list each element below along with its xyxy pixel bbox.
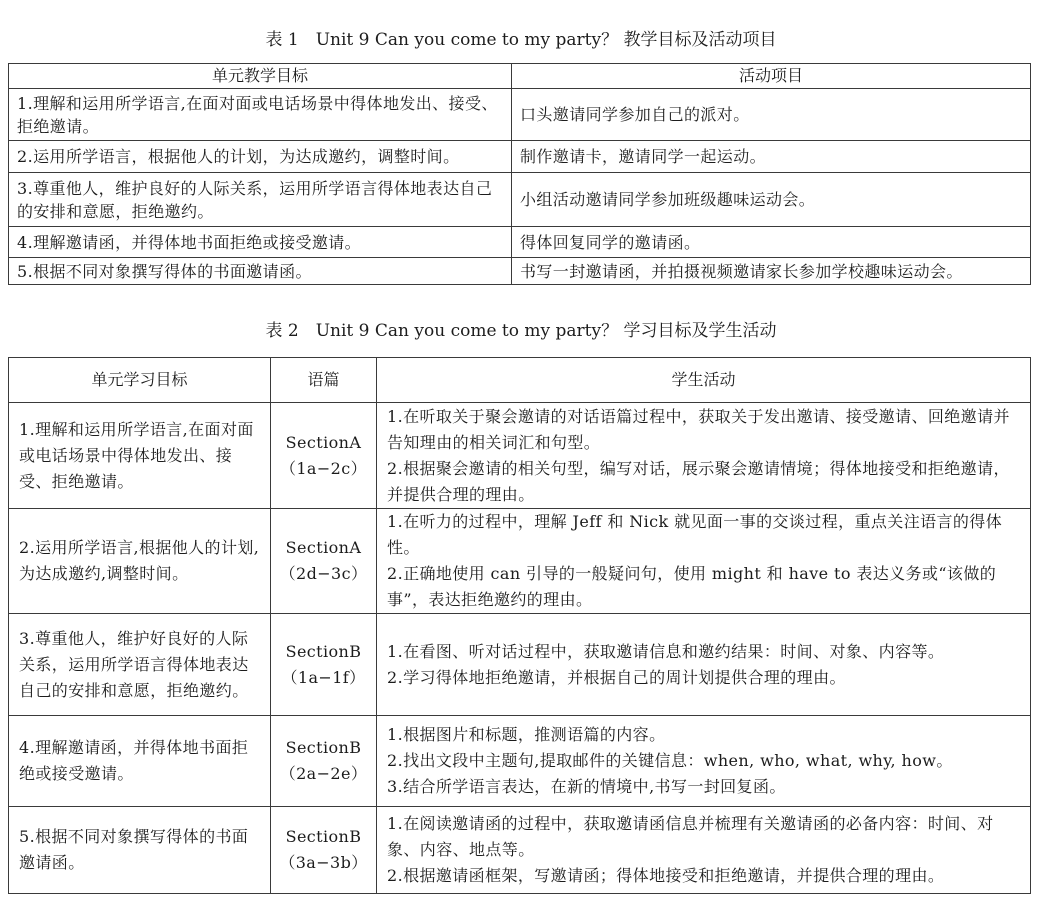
table2-section-cell (271, 509, 377, 614)
table-row (9, 141, 1031, 173)
table-row (9, 509, 1031, 614)
table1-activity-cell: 口头邀请同学参加自己的派对。 (512, 89, 1031, 141)
table2-activity-cell (377, 509, 1031, 614)
activity-item: 3.结合所学语言表达，在新的情境中,书写一封回复函。 (387, 777, 786, 796)
table1-activity-cell: 制作邀请卡，邀请同学一起运动。 (512, 141, 1031, 173)
activity-item: 2.找出文段中主题句,提取邮件的关键信息：when, who, what, why, how。 (387, 751, 953, 770)
table2-goal-cell: 4.理解邀请函，并得体地书面拒绝或接受邀请。 (9, 716, 271, 807)
table1-activity-cell: 书写一封邀请函，并拍摄视频邀请家长参加学校趣味运动会。 (512, 258, 1031, 285)
activity-item: 2.根据聚会邀请的相关句型，编写对话，展示聚会邀请情境；得体地接受和拒绝邀请，并提供合理的理由。 (387, 458, 1010, 504)
table-row (9, 89, 1031, 141)
table1-activity-cell: 小组活动邀请同学参加班级趣味运动会。 (512, 173, 1031, 227)
table1-header-row (9, 64, 1031, 89)
section-range: （2a−2e） (279, 764, 368, 783)
table1-header-activity: 活动项目 (512, 64, 1031, 89)
table1-goal-cell: 5.根据不同对象撰写得体的书面邀请函。 (9, 258, 512, 285)
section-name: SectionB (285, 827, 362, 846)
table2-goal-cell: 3.尊重他人，维护好良好的人际关系，运用所学语言得体地表达自己的安排和意愿，拒绝邀约。 (9, 614, 271, 716)
table-row (9, 807, 1031, 894)
section-name: SectionB (285, 641, 362, 661)
table2-header-goal: 单元学习目标 (9, 358, 271, 403)
activity-item: 1.根据图片和标题，推测语篇的内容。 (387, 725, 666, 744)
section-range: （2d−3c） (279, 564, 368, 583)
table2-caption: 表 2 Unit 9 Can you come to my party？ 学习目标及学生活动 (265, 321, 777, 341)
table-row (9, 403, 1031, 509)
table1-goal-cell: 3.尊重他人，维护良好的人际关系，运用所学语言得体地表达自己的安排和意愿，拒绝邀约。 (9, 173, 512, 227)
table-row (9, 173, 1031, 227)
section-range: （1a−1f） (281, 667, 366, 687)
activity-item: 2.正确地使用 can 引导的一般疑问句，使用 might 和 have to 表达义务或“该做的事”，表达拒绝邀约的理由。 (387, 564, 997, 609)
section-range: （3a−3b） (279, 853, 368, 872)
table2-activity-cell (377, 807, 1031, 894)
activity-item: 1.在听力的过程中，理解 Jeff 和 Nick 就见面一事的交谈过程，重点关注语言的得体性。 (387, 512, 1003, 557)
table2-activity-cell (377, 614, 1031, 716)
table1-goal-cell: 4.理解邀请函，并得体地书面拒绝或接受邀请。 (9, 227, 512, 258)
activity-item: 1.在看图、听对话过程中，获取邀请信息和邀约结果：时间、对象、内容等。 (387, 641, 945, 661)
activity-item: 1.在阅读邀请函的过程中，获取邀请函信息并梳理有关邀请函的必备内容：时间、对象、内容、地点等。 (387, 814, 994, 859)
table2-activity-cell (377, 403, 1031, 509)
table2-header-section: 语篇 (271, 358, 377, 403)
table2-learning-goals (8, 357, 1031, 894)
section-range: （1a−2c） (279, 458, 368, 478)
table-row (9, 258, 1031, 285)
table1-caption: 表 1 Unit 9 Can you come to my party？ 教学目标及活动项目 (265, 30, 777, 50)
table2-section-cell (271, 614, 377, 716)
section-name: SectionA (285, 432, 362, 452)
table-row (9, 614, 1031, 716)
table1-header-goal: 单元教学目标 (9, 64, 512, 89)
table2-header-activity: 学生活动 (377, 358, 1031, 403)
section-name: SectionB (285, 738, 362, 757)
table1-teaching-goals (8, 63, 1031, 285)
table1-goal-cell: 2.运用所学语言，根据他人的计划，为达成邀约，调整时间。 (9, 141, 512, 173)
activity-item: 2.学习得体地拒绝邀请，并根据自己的周计划提供合理的理由。 (387, 667, 846, 687)
table-row (9, 716, 1031, 807)
table2-goal-cell: 1.理解和运用所学语言,在面对面或电话场景中得体地发出、接受、拒绝邀请。 (9, 403, 271, 509)
activity-item: 2.根据邀请函框架，写邀请函；得体地接受和拒绝邀请，并提供合理的理由。 (387, 866, 945, 885)
table2-header-row (9, 358, 1031, 403)
table1-activity-cell: 得体回复同学的邀请函。 (512, 227, 1031, 258)
table2-section-cell (271, 716, 377, 807)
table2-section-cell (271, 403, 377, 509)
table2-goal-cell: 2.运用所学语言,根据他人的计划,为达成邀约,调整时间。 (9, 509, 271, 614)
table2-activity-cell (377, 716, 1031, 807)
section-name: SectionA (285, 538, 362, 557)
table2-section-cell (271, 807, 377, 894)
table-row (9, 227, 1031, 258)
table1-goal-cell: 1.理解和运用所学语言,在面对面或电话场景中得体地发出、接受、拒绝邀请。 (9, 89, 512, 141)
table2-goal-cell: 5.根据不同对象撰写得体的书面邀请函。 (9, 807, 271, 894)
activity-item: 1.在听取关于聚会邀请的对话语篇过程中，获取关于发出邀请、接受邀请、回绝邀请并告知理由的相关词汇和句型。 (387, 406, 1010, 452)
